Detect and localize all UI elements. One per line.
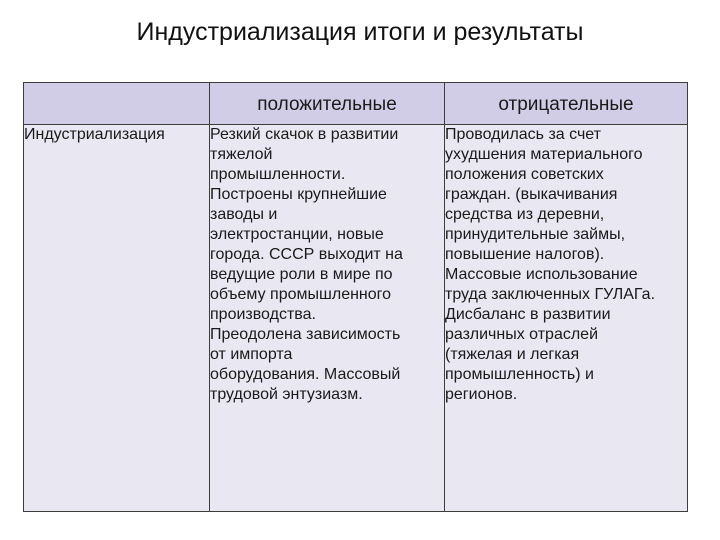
text-line: Резкий скачок в развитии <box>210 126 399 143</box>
text-line: принудительные займы, <box>445 226 626 243</box>
text-line: средства из деревни, <box>445 206 605 223</box>
text-line: объему промышленного <box>210 286 392 303</box>
text-line: Проводилась за счет <box>445 126 601 143</box>
results-table <box>23 82 688 512</box>
header-empty-cell <box>24 83 210 125</box>
text-line: ведущие роли в мире по <box>210 266 393 283</box>
text-line: Массовые использование <box>445 266 638 283</box>
text-line: города. СССР выходит на <box>210 246 403 263</box>
text-line: труда заключенных ГУЛАГа. <box>445 286 656 303</box>
header-negative: отрицательные <box>445 83 688 125</box>
text-line: заводы и <box>210 206 278 223</box>
text-line: повышение налогов). <box>445 246 605 263</box>
text-line: регионов. <box>445 386 518 403</box>
text-line: тяжелой <box>210 146 273 163</box>
text-line: промышленность) и <box>445 366 594 383</box>
text-line: электростанции, новые <box>210 226 384 243</box>
text-line: (тяжелая и легкая <box>445 346 580 363</box>
text-line: Построены крупнейшие <box>210 186 387 203</box>
table-header-row <box>24 83 688 125</box>
text-line: положения советских <box>445 166 604 183</box>
text-line: граждан. (выкачивания <box>445 186 618 203</box>
text-line: Дисбаланс в развитии <box>445 306 611 323</box>
text-line: трудовой энтузиазм. <box>210 386 363 403</box>
text-line: различных отраслей <box>445 326 599 343</box>
text-line: производства. <box>210 306 316 323</box>
positive-cell <box>210 125 445 512</box>
header-positive: положительные <box>210 83 445 125</box>
text-line: промышленности. <box>210 166 346 183</box>
text-line: от импорта <box>210 346 293 363</box>
table-row <box>24 125 688 512</box>
text-line: оборудования. Массовый <box>210 366 401 383</box>
slide-title: Индустриализация итоги и результаты <box>136 18 584 46</box>
row-label: Индустриализация <box>24 125 210 512</box>
text-line: ухудшения материального <box>445 146 643 163</box>
text-line: Преодолена зависимость <box>210 326 401 343</box>
negative-cell <box>445 125 688 512</box>
